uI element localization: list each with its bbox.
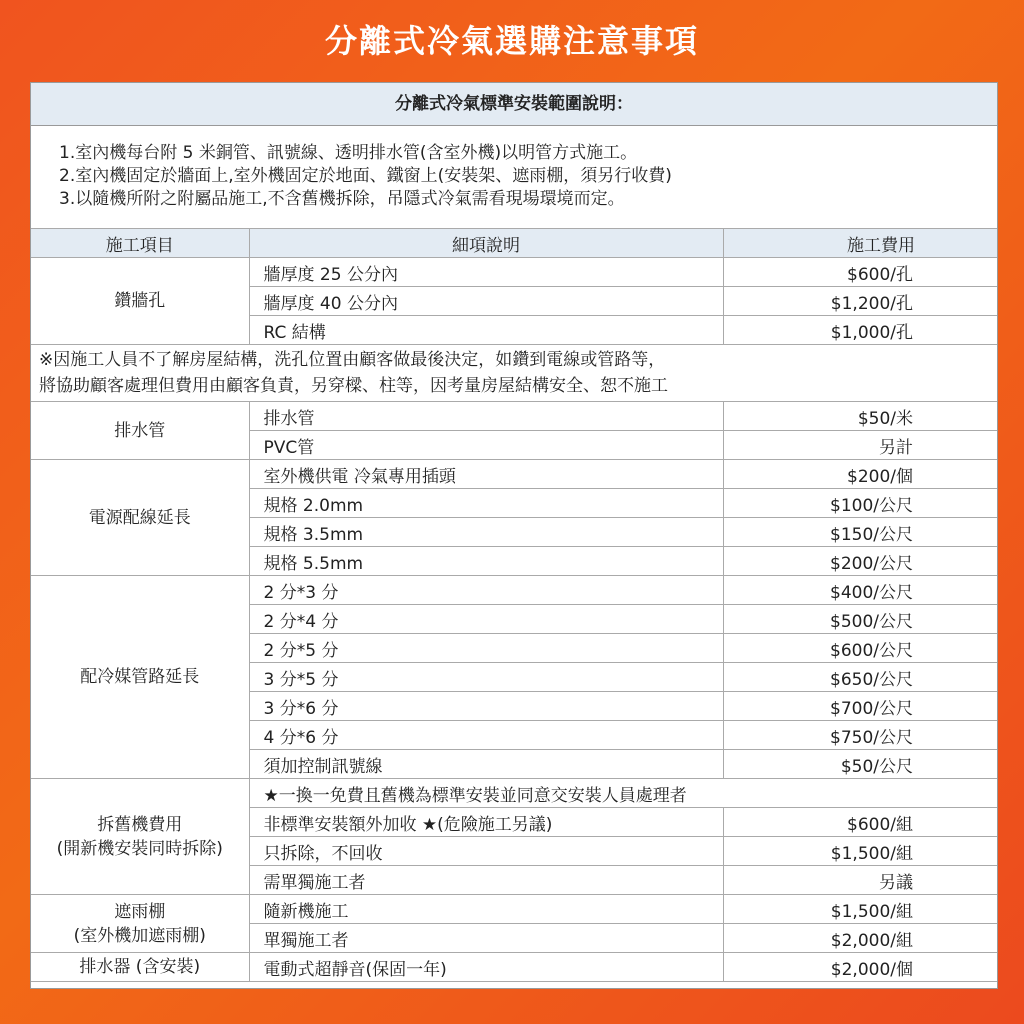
detail-cell: PVC管 bbox=[249, 431, 723, 460]
table-header-row bbox=[31, 229, 997, 258]
table-row bbox=[31, 953, 997, 982]
fee-cell: $2,000/個 bbox=[723, 953, 997, 982]
table-row bbox=[31, 576, 997, 605]
detail-cell: 3 分*5 分 bbox=[249, 663, 723, 692]
fee-cell: $1,000/孔 bbox=[723, 316, 997, 345]
detail-cell: 牆厚度 25 公分內 bbox=[249, 258, 723, 287]
fee-cell: $100/公尺 bbox=[723, 489, 997, 518]
detail-cell: ★一換一免費且舊機為標準安裝並同意交安裝人員處理者 bbox=[249, 779, 997, 808]
price-panel bbox=[30, 82, 998, 989]
note-line: 2.室內機固定於牆面上,室外機固定於地面、鐵窗上(安裝架、遮雨棚，須另行收費) bbox=[59, 166, 672, 186]
detail-cell: 3 分*6 分 bbox=[249, 692, 723, 721]
detail-cell: 規格 5.5mm bbox=[249, 547, 723, 576]
fee-cell: $700/公尺 bbox=[723, 692, 997, 721]
detail-cell: 2 分*3 分 bbox=[249, 576, 723, 605]
fee-cell: $200/公尺 bbox=[723, 547, 997, 576]
fee-cell: $1,500/組 bbox=[723, 837, 997, 866]
table-row bbox=[31, 779, 997, 808]
installation-notes bbox=[31, 126, 997, 228]
category-removal bbox=[31, 779, 249, 895]
notice-row bbox=[31, 345, 997, 402]
header-fee: 施工費用 bbox=[723, 229, 997, 258]
header-item: 施工項目 bbox=[31, 229, 249, 258]
note-line: 1.室內機每台附 5 米銅管、訊號線、透明排水管(含室外機)以明管方式施工。 bbox=[59, 143, 638, 163]
fee-cell: $2,000/組 bbox=[723, 924, 997, 953]
category-label: 遮雨棚 bbox=[114, 901, 166, 922]
fee-cell: $50/米 bbox=[723, 402, 997, 431]
detail-cell: 只拆除，不回收 bbox=[249, 837, 723, 866]
detail-cell: 須加控制訊號線 bbox=[249, 750, 723, 779]
fee-cell: $500/公尺 bbox=[723, 605, 997, 634]
detail-cell: 室外機供電 冷氣專用插頭 bbox=[249, 460, 723, 489]
category-sublabel: (開新機安裝同時拆除) bbox=[56, 838, 223, 859]
category-refrigerant: 配冷媒管路延長 bbox=[31, 576, 249, 779]
detail-cell: 規格 2.0mm bbox=[249, 489, 723, 518]
price-table bbox=[31, 228, 997, 982]
fee-cell: $150/公尺 bbox=[723, 518, 997, 547]
table-row bbox=[31, 895, 997, 924]
fee-cell: $400/公尺 bbox=[723, 576, 997, 605]
detail-cell: 需單獨施工者 bbox=[249, 866, 723, 895]
detail-cell: 電動式超靜音(保固一年) bbox=[249, 953, 723, 982]
detail-cell: 非標準安裝額外加收 ★(危險施工另議) bbox=[249, 808, 723, 837]
detail-cell: 2 分*5 分 bbox=[249, 634, 723, 663]
fee-cell: $600/公尺 bbox=[723, 634, 997, 663]
detail-cell: 2 分*4 分 bbox=[249, 605, 723, 634]
notice-line: ※因施工人員不了解房屋結構，洗孔位置由顧客做最後決定，如鑽到電線或管路等， bbox=[39, 350, 666, 370]
category-power: 電源配線延長 bbox=[31, 460, 249, 576]
category-awning bbox=[31, 895, 249, 953]
fee-cell: $600/組 bbox=[723, 808, 997, 837]
table-row bbox=[31, 402, 997, 431]
category-drain: 排水管 bbox=[31, 402, 249, 460]
detail-cell: RC 結構 bbox=[249, 316, 723, 345]
fee-cell: 另議 bbox=[723, 866, 997, 895]
detail-cell: 排水管 bbox=[249, 402, 723, 431]
table-row bbox=[31, 258, 997, 287]
fee-cell: $750/公尺 bbox=[723, 721, 997, 750]
section-heading: 分離式冷氣標準安裝範圍說明： bbox=[31, 83, 997, 126]
page-title: 分離式冷氣選購注意事項 bbox=[324, 22, 699, 60]
fee-cell: $1,200/孔 bbox=[723, 287, 997, 316]
fee-cell: $200/個 bbox=[723, 460, 997, 489]
detail-cell: 牆厚度 40 公分內 bbox=[249, 287, 723, 316]
detail-cell: 規格 3.5mm bbox=[249, 518, 723, 547]
category-sublabel: (室外機加遮雨棚) bbox=[73, 925, 206, 946]
fee-cell: $1,500/組 bbox=[723, 895, 997, 924]
table-row bbox=[31, 460, 997, 489]
fee-cell: 另計 bbox=[723, 431, 997, 460]
notice-line: 將協助顧客處理但費用由顧客負責，另穿樑、柱等，因考量房屋結構安全、恕不施工 bbox=[39, 376, 668, 396]
category-drill: 鑽牆孔 bbox=[31, 258, 249, 345]
fee-cell: $50/公尺 bbox=[723, 750, 997, 779]
header-detail: 細項說明 bbox=[249, 229, 723, 258]
detail-cell: 單獨施工者 bbox=[249, 924, 723, 953]
detail-cell: 隨新機施工 bbox=[249, 895, 723, 924]
note-line: 3.以隨機所附之附屬品施工,不含舊機拆除，吊隱式冷氣需看現場環境而定。 bbox=[59, 189, 625, 209]
fee-cell: $650/公尺 bbox=[723, 663, 997, 692]
category-label: 拆舊機費用 bbox=[97, 814, 183, 835]
fee-cell: $600/孔 bbox=[723, 258, 997, 287]
category-pump: 排水器 (含安裝) bbox=[31, 953, 249, 982]
notice-cell bbox=[31, 345, 997, 402]
detail-cell: 4 分*6 分 bbox=[249, 721, 723, 750]
